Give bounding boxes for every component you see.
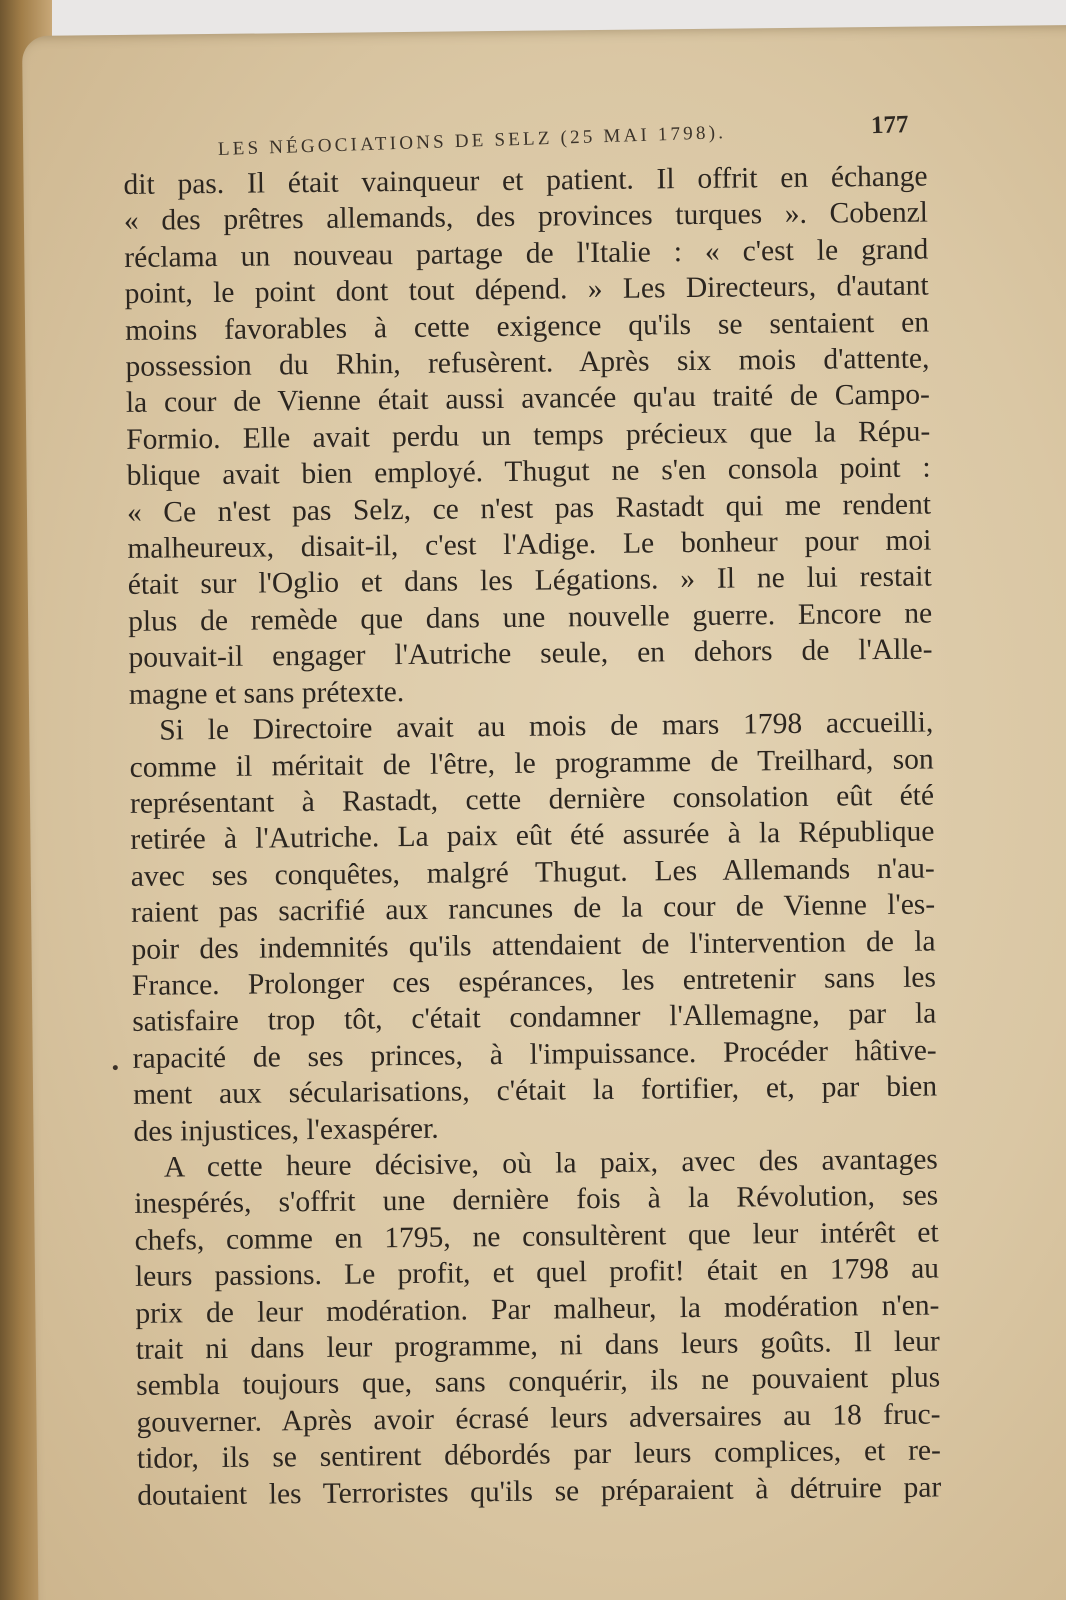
text-line: « Ce n'est pas Selz, ce n'est pas Rastadt qui me rendent [126, 488, 932, 529]
running-head [217, 110, 927, 161]
text-line: magne et sans prétexte. [128, 675, 405, 711]
text-line: inespérés, s'offrit une dernière fois à la Révolution, ses [134, 1179, 939, 1221]
text-line: était sur l'Oglio et dans les Légations. » Il ne lui restait [127, 560, 932, 602]
paragraph-3 [134, 1141, 942, 1513]
book-page [22, 25, 1066, 1600]
text-line: possession du Rhin, refusèrent. Après six mois d'attente, [125, 342, 930, 383]
text-line: « des prêtres allemands, des provinces turques ». Cobenzl [123, 196, 929, 238]
text-line: A cette heure décisive, où la paix, avec des avantages [163, 1143, 938, 1184]
text-line: trait ni dans leur programme, ni dans leurs goûts. Il leur [135, 1325, 940, 1366]
text-line: ment aux sécularisations, c'était la fortifier, et, par bien [132, 1070, 938, 1112]
ink-speck [113, 1065, 118, 1070]
text-line: gouverner. Après avoir écrasé leurs adversaires au 18 fruc- [136, 1398, 941, 1439]
text-line: sembla toujours que, sans conquérir, ils ne pouvaient plus [135, 1361, 941, 1403]
text-line: prix de leur modération. Par malheur, la modération n'en- [135, 1289, 940, 1330]
text-line: avec ses conquêtes, malgré Thugut. Les Allemands n'au- [130, 852, 935, 893]
text-line: la cour de Vienne était aussi avancée qu'au traité de Campo- [125, 378, 930, 420]
text-line: des injustices, l'exaspérer. [133, 1112, 439, 1148]
text-line: comme il méritait de l'être, le programme de Treilhard, son [129, 742, 934, 784]
text-line: tidor, ils se sentirent débordés par leurs complices, et re- [136, 1434, 942, 1476]
running-title: LES NÉGOCIATIONS DE SELZ (25 MAI 1798). [217, 122, 727, 160]
text-line: plus de remède que dans une nouvelle guerre. Encore ne [127, 597, 933, 638]
text-line: raient pas sacrifié aux rancunes de la cour de Vienne l'es- [131, 888, 936, 930]
text-line: Si le Directoire avait au mois de mars 1798 accueilli, [159, 706, 934, 747]
text-line: blique avait bien employé. Thugut ne s'en consola point : [126, 451, 931, 493]
text-line: point, le point dont tout dépend. » Les Directeurs, d'autant [124, 269, 929, 311]
text-line: doutaient les Terroristes qu'ils se préparaient à détruire par [137, 1471, 942, 1512]
text-line: leurs passions. Le profit, et quel profit! était en 1798 au [134, 1252, 940, 1294]
text-line: rapacité de ses princes, à l'impuissance. Procéder hâtive- [132, 1034, 937, 1075]
text-line: chefs, comme en 1795, ne consultèrent que leur intérêt et [134, 1216, 939, 1257]
text-line: satisfaire trop tôt, c'était condamner l'Allemagne, par la [132, 997, 937, 1039]
text-line: dit pas. Il était vainqueur et patient. Il offrit en échange [123, 160, 928, 201]
text-line: France. Prolonger ces espérances, les entretenir sans les [131, 961, 937, 1002]
page-number: 177 [870, 111, 909, 140]
paragraph-1 [123, 159, 933, 713]
text-line: poir des indemnités qu'ils attendaient de l'intervention de la [131, 925, 936, 966]
text-line: retirée à l'Autriche. La paix eût été assurée à la République [130, 815, 935, 857]
page-text [123, 111, 942, 1514]
text-line: réclama un nouveau partage de l'Italie : « c'est le grand [124, 233, 929, 274]
paragraph-2 [129, 705, 938, 1150]
text-line: représentant à Rastadt, cette dernière consolation eût été [129, 779, 935, 820]
text-line: moins favorables à cette exigence qu'ils se sentaient en [124, 306, 930, 347]
text-line: pouvait-il engager l'Autriche seule, en dehors de l'Alle- [128, 633, 933, 675]
text-line: Formio. Elle avait perdu un temps précieux que la Répu- [126, 415, 931, 456]
text-line: malheureux, disait-il, c'est l'Adige. Le bonheur pour moi [127, 524, 932, 565]
